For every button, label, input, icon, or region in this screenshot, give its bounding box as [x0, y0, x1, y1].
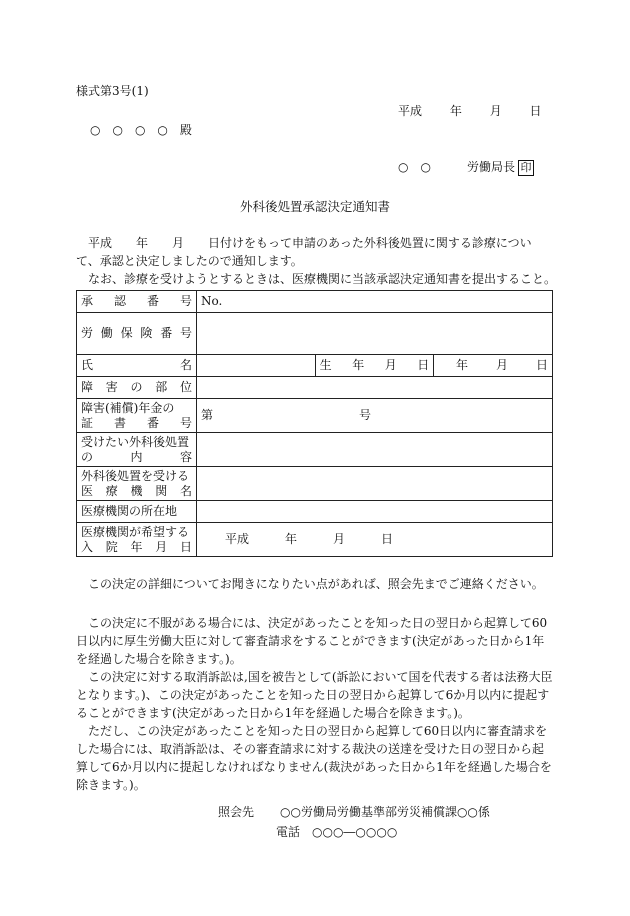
appeal-notice	[76, 614, 554, 794]
addressee: ○ ○ ○ ○ 殿	[90, 123, 192, 137]
facility-address-label-text: 医療機関の所在地	[81, 504, 178, 518]
inquiry-line	[218, 805, 490, 819]
contact-note: この決定の詳細についてお聞きになりたい点があれば、照会先までご連絡ください。	[88, 577, 544, 591]
issuer-name: ○ ○ 労働局長	[398, 160, 515, 174]
facility-name-value	[197, 467, 553, 501]
table-row	[77, 523, 553, 557]
date-era: 平成	[398, 104, 423, 118]
table-row	[77, 355, 553, 377]
appeal-paragraph-3: ただし、この決定があったことを知った日の翌日から起算して60日以内に審査請求をした場合には、取消訴訟は、その審査請求に対する裁決の送達を受けた日の翌日から起算して6か月以内に提起しなければなりません(裁決があった日から1年を経過した場合を除きます。)。	[76, 724, 552, 792]
table-row	[77, 291, 553, 313]
issue-date	[398, 104, 542, 118]
desired-treatment-label	[77, 433, 197, 467]
desired-treatment-line1: 受けたい外科後処置	[81, 434, 190, 449]
admission-date-value: 平成 年 月 日	[197, 523, 553, 557]
table-row	[77, 313, 553, 355]
appeal-paragraph-1: この決定に不服がある場合には、決定があったことを知った日の翌日から起算して60日以内に厚生労働大臣に対して審査請求をすることができます(決定があった日から1年を経過した場合を除きます。)。	[76, 616, 548, 666]
form-number: 様式第3号(1)	[76, 84, 149, 98]
labor-insurance-label	[77, 313, 197, 355]
desired-treatment-line2: の 内 容	[81, 449, 192, 464]
facility-name-label	[77, 467, 197, 501]
date-year: 年	[449, 104, 462, 118]
appeal-paragraph-2: この決定に対する取消訴訟は,国を被告として(訴訟において国を代表する者は法務大臣となります。)、この決定があったことを知った日の翌日から起算して6か月以内に提起することができます(決定があった日から1年を経過した場合を除きます。)。	[76, 670, 553, 720]
birthdate-day: 日	[535, 358, 548, 372]
note-paragraph: なお、診療を受けようとするときは、医療機関に当該承認決定通知書を提出すること。	[88, 272, 557, 286]
name-label-text: 氏 名	[81, 358, 192, 372]
pension-label	[77, 399, 197, 433]
issuer	[398, 160, 534, 176]
pension-label-line2: 証 書 番 号	[81, 415, 192, 430]
phone-label: 電話	[276, 825, 301, 839]
phone-line	[276, 825, 397, 839]
disability-part-label	[77, 377, 197, 399]
admission-date-label	[77, 523, 197, 557]
pension-value	[197, 399, 553, 433]
approval-details-table	[76, 290, 553, 557]
facility-label-line2: 医 療 機 関 名	[81, 483, 192, 498]
facility-address-value	[197, 501, 553, 523]
birthdate-label-text: 生 年 月 日	[319, 358, 430, 372]
pension-prefix: 第	[201, 408, 214, 422]
date-month: 月	[489, 104, 502, 118]
pension-suffix: 号	[359, 408, 372, 422]
desired-treatment-value	[197, 433, 553, 467]
table-row	[77, 377, 553, 399]
approval-number-value: No.	[197, 291, 553, 313]
phone-number: ○○○―○○○○	[312, 825, 398, 839]
inquiry-label: 照会先	[218, 805, 255, 819]
facility-address-label	[77, 501, 197, 523]
table-row	[77, 501, 553, 523]
facility-label-line1: 外科後処置を受ける	[81, 468, 190, 483]
name-value	[197, 355, 316, 377]
date-day: 日	[529, 104, 542, 118]
name-label	[77, 355, 197, 377]
seal-stamp: 印	[518, 160, 534, 176]
approval-number-label	[77, 291, 197, 313]
birthdate-year: 年	[455, 358, 468, 372]
birthdate-value	[434, 355, 553, 377]
pension-label-line1: 障害(補償)年金の	[81, 400, 175, 415]
document-title: 外科後処置承認決定通知書	[239, 199, 390, 214]
table-row	[77, 399, 553, 433]
admission-label-line2: 入 院 年 月 日	[81, 539, 192, 554]
labor-insurance-value	[197, 313, 553, 355]
disability-part-label-text: 障 害 の 部 位	[81, 380, 192, 394]
inquiry-office: ○○労働局労働基準部労災補償課○○係	[280, 805, 490, 819]
table-row	[77, 433, 553, 467]
table-row	[77, 467, 553, 501]
birthdate-label	[315, 355, 434, 377]
birthdate-month: 月	[495, 358, 508, 372]
approval-number-label-text: 承 認 番 号	[81, 294, 192, 308]
admission-label-line1: 医療機関が希望する	[81, 524, 190, 539]
intro-paragraph: 平成 年 月 日付けをもって申請のあった外科後処置に関する診療について、承認と決定しましたので通知します。	[76, 236, 532, 268]
disability-part-value	[197, 377, 553, 399]
labor-insurance-label-text: 労 働 保 険 番 号	[81, 326, 192, 340]
